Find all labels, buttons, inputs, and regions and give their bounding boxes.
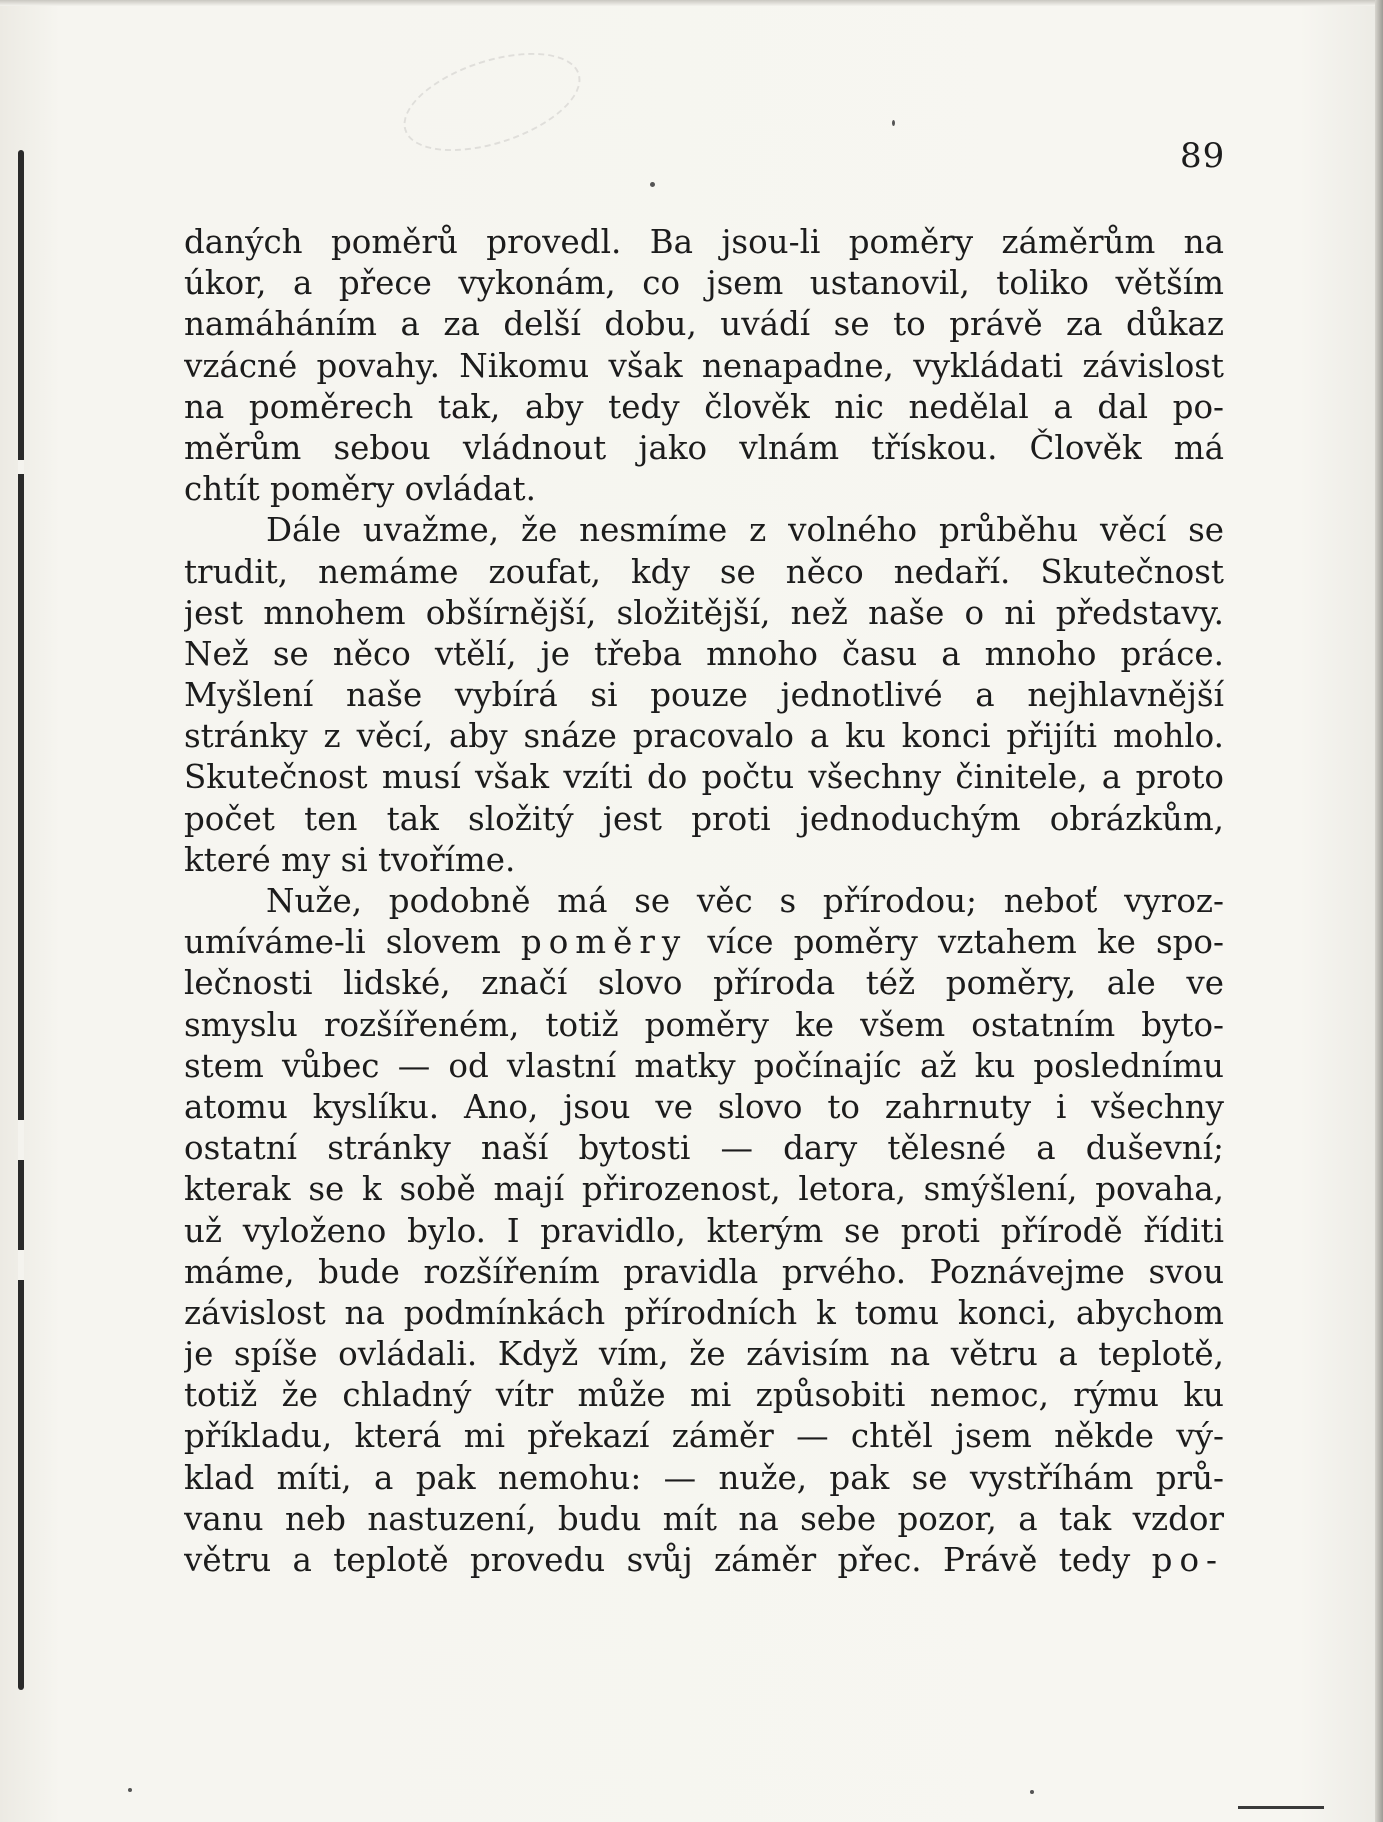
text-line: namáháním a za delší dobu, uvádí se to právě za důkaz <box>184 305 1224 344</box>
text-line: chtít poměry ovládat. <box>184 470 536 509</box>
text-line: kterak se k sobě mají přirozenost, letora, smýšlení, povaha, <box>184 1170 1224 1209</box>
text-line: Dále uvažme, že nesmíme z volného průběhu věcí se <box>266 511 1224 550</box>
text-line: úkor, a přece vykonám, co jsem ustanovil, toliko větším <box>184 264 1224 303</box>
text-line: vanu neb nastuzení, budu mít na sebe pozor, a tak vzdor <box>184 1499 1224 1538</box>
body-text <box>184 222 1224 1581</box>
text-line: měrům sebou vládnout jako vlnám třískou. Člověk má <box>184 428 1224 467</box>
text-line: daných poměrů provedl. Ba jsou-li poměry záměrům na <box>184 223 1224 261</box>
text-fragment: větru a teplotě provedu svůj záměr přec. Právě tedy <box>184 1541 1131 1579</box>
emphasized-word: poměry <box>520 923 688 962</box>
text-line: stránky z věcí, aby snáze pracovalo a ku konci přijíti mohlo. <box>184 717 1224 756</box>
text-line: počet ten tak složitý jest proti jednoduchým obrázkům, <box>184 799 1224 838</box>
faded-stamp <box>392 34 593 171</box>
text-line: už vyloženo bylo. I pravidlo, kterým se proti přírodě říditi <box>184 1211 1224 1250</box>
text-line: které my si tvoříme. <box>184 840 516 879</box>
text-line-mixed <box>184 1540 1224 1581</box>
text-line-mixed <box>184 922 1224 963</box>
ink-speck <box>1030 1790 1034 1794</box>
ink-speck <box>892 120 895 126</box>
text-line: Myšlení naše vybírá si pouze jednotlivé a nejhlavnější <box>184 676 1224 715</box>
ink-speck <box>650 182 655 187</box>
binding-gap <box>18 1120 24 1160</box>
text-line: máme, bude rozšířením pravidla prvého. Poznávejme svou <box>184 1252 1224 1291</box>
binding-gap <box>18 1250 24 1280</box>
text-line: trudit, nemáme zoufat, kdy se něco nedaří. Skutečnost <box>184 552 1224 591</box>
text-line: je spíše ovládali. Když vím, že závisím na větru a teplotě, <box>184 1335 1224 1374</box>
text-line: na poměrech tak, aby tedy člověk nic nedělal a dal po- <box>184 387 1224 426</box>
binding-edge <box>18 150 24 1690</box>
text-line: Nuže, podobně má se věc s přírodou; neboť vyroz- <box>266 882 1224 920</box>
text-fragment: umíváme-li slovem <box>184 923 501 962</box>
text-line: ostatní stránky naší bytosti — dary tělesné a duševní; <box>184 1129 1224 1168</box>
text-line: klad míti, a pak nemohu: — nuže, pak se vystříhám prů- <box>184 1458 1224 1497</box>
text-line: vzácné povahy. Nikomu však nenapadne, vykládati závislost <box>184 346 1224 385</box>
text-line: Než se něco vtělí, je třeba mnoho času a mnoho práce. <box>184 634 1224 673</box>
text-line: lečnosti lidské, značí slovo příroda též poměry, ale ve <box>184 964 1224 1003</box>
binding-gap <box>18 460 24 474</box>
text-line: totiž že chladný vítr může mi způsobiti nemoc, rýmu ku <box>184 1376 1224 1415</box>
text-line: stem vůbec — od vlastní matky počínajíc až ku poslednímu <box>184 1046 1224 1085</box>
page-right-edge <box>1375 0 1383 1822</box>
text-line: příkladu, která mi překazí záměr — chtěl jsem někde vý- <box>184 1417 1224 1456</box>
text-fragment: více poměry vztahem ke spo- <box>707 923 1224 962</box>
text-line: Skutečnost musí však vzíti do počtu všechny činitele, a proto <box>184 758 1224 797</box>
bottom-rule <box>1238 1806 1324 1809</box>
emphasized-word: po- <box>1151 1541 1224 1579</box>
text-line: atomu kyslíku. Ano, jsou ve slovo to zahrnuty i všechny <box>184 1087 1224 1126</box>
page-top-edge <box>0 0 1383 6</box>
text-line: jest mnohem obšírnější, složitější, než naše o ni představy. <box>184 593 1224 632</box>
text-line: smyslu rozšířeném, totiž poměry ke všem ostatním byto- <box>184 1005 1224 1044</box>
ink-speck <box>128 1788 132 1792</box>
text-line: závislost na podmínkách přírodních k tomu konci, abychom <box>184 1293 1224 1332</box>
page-number: 89 <box>1180 136 1226 176</box>
